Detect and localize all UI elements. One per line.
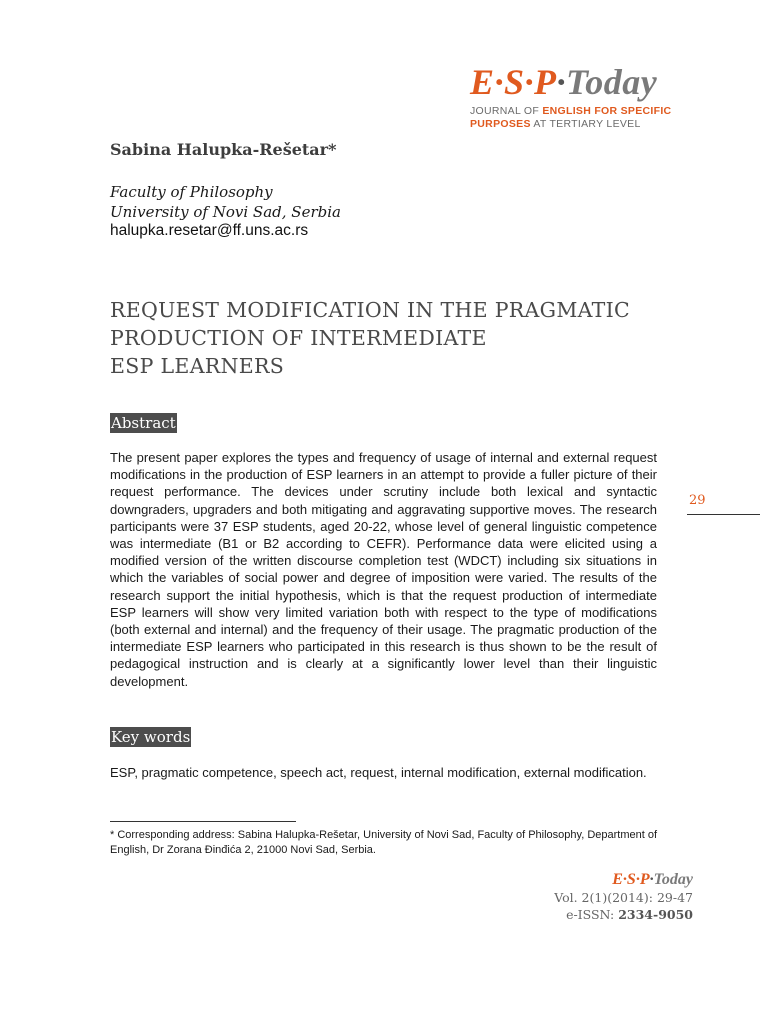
logo-wordmark <box>470 62 710 102</box>
logo-sub-text: JOURNAL OF <box>470 105 543 117</box>
issn-value: 2334-9050 <box>618 907 693 922</box>
footer-logo-today: Today <box>653 871 693 888</box>
footer-volume <box>554 889 693 906</box>
abstract-text: The present paper explores the types and frequency of usage of internal and external request modifications in the production of ESP learners in an attempt to provide a fuller picture of their request performance. The devices under scrutiny include both lexical and syntactic downgraders, upgraders and both mitigating and aggravating supportive moves. The research participants were 37 ESP students, aged 20-22, whose level of general linguistic competence was intermediate (B1 or B2 according to CEFR). Performance data were elicited using a modified version of the written discourse completion test (WDCT) including six situations in which the variables of social power and degree of imposition were varied. The results of the research support the initial hypothesis, which is that the request production of intermediate ESP learners will show very limited variation both with respect to the type of modifications (both external and internal) and the frequency of their usage. The pragmatic production of the intermediate ESP learners who participated in this research is thus shown to be the result of pedagogical instruction and is clearly at a significantly lower level than their linguistic development. <box>110 450 657 689</box>
footnote: * Corresponding address: Sabina Halupka-Rešetar, University of Novi Sad, Faculty of Philosophy, Department of English, Dr Zorana Đinđića 2, 21000 Novi Sad, Serbia. <box>110 829 658 856</box>
footer-logo-dot: · <box>649 871 654 888</box>
author-affiliation <box>110 182 341 222</box>
abstract-heading: Abstract <box>111 414 176 432</box>
title-line-3: ESP LEARNERS <box>110 354 285 378</box>
keywords-heading: Key words <box>111 728 191 746</box>
keywords-text: ESP, pragmatic competence, speech act, request, internal modification, external modification. <box>110 765 647 780</box>
paper-title <box>110 296 670 380</box>
logo-sub-text-accent: PURPOSES <box>470 118 531 130</box>
journal-footer <box>554 871 693 923</box>
logo-esp: E·S·P <box>470 62 557 102</box>
footer-issn <box>554 906 693 923</box>
logo-sub-text: AT TERTIARY LEVEL <box>530 118 641 130</box>
pages-text: : 29-47 <box>648 890 693 905</box>
footer-logo-esp: E·S·P <box>612 871 650 888</box>
logo-today: Today <box>566 62 658 102</box>
affiliation-faculty: Faculty of Philosophy <box>110 183 273 201</box>
footnote-rule <box>110 821 296 822</box>
volume-text: Vol. 2(1)(2014) <box>554 890 649 905</box>
logo-subtitle-line2 <box>470 118 710 130</box>
title-line-1: REQUEST MODIFICATION IN THE PRAGMATIC <box>110 298 630 322</box>
title-line-2: PRODUCTION OF INTERMEDIATE <box>110 326 487 350</box>
author-email[interactable]: halupka.resetar@ff.uns.ac.rs <box>110 222 309 239</box>
issn-label: e-ISSN: <box>566 907 619 922</box>
logo-subtitle-line1 <box>470 105 710 117</box>
page-number-rule <box>687 514 760 515</box>
author-name: Sabina Halupka-Rešetar* <box>110 140 337 159</box>
logo-dot: · <box>556 62 567 102</box>
affiliation-university: University of Novi Sad, Serbia <box>110 203 341 221</box>
footer-logo <box>554 871 693 889</box>
journal-logo <box>470 62 710 130</box>
logo-sub-text-accent: ENGLISH FOR SPECIFIC <box>542 105 672 117</box>
page-number: 29 <box>689 493 706 508</box>
